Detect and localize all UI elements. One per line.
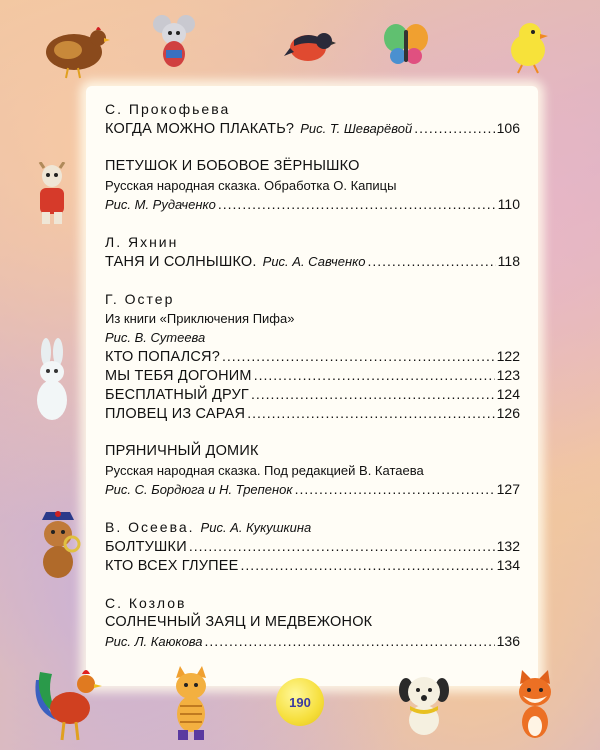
toc-entry[interactable]	[105, 632, 520, 651]
leader-dots	[189, 537, 495, 556]
story-title: ПЕТУШОК И БОБОВОЕ ЗЁРНЫШКО	[105, 158, 360, 174]
author: С. Прокофьева	[105, 101, 231, 117]
subtitle: Русская народная сказка. Обработка О. Капицы	[105, 178, 397, 193]
illustrator: Рис. Л. Каюкова	[105, 634, 203, 649]
story-title: МЫ ТЕБЯ ДОГОНИМ	[105, 368, 252, 384]
leader-dots	[295, 480, 495, 499]
rabbit-illustration	[30, 338, 74, 426]
page-ref: 134	[496, 557, 520, 573]
page-ref: 118	[497, 253, 520, 269]
butterfly-illustration	[382, 22, 430, 66]
toc-section	[105, 100, 520, 138]
page-number: 190	[289, 694, 311, 710]
story-title: КТО ВСЕХ ГЛУПЕЕ	[105, 558, 239, 574]
toc-entry[interactable]	[105, 195, 520, 214]
author: В. Осеева.	[105, 519, 195, 535]
page-ref: 127	[496, 481, 520, 497]
subtitle: Русская народная сказка. Под редакцией В. Катаева	[105, 463, 424, 478]
hen-illustration	[38, 18, 110, 80]
toc-entry[interactable]	[105, 537, 520, 556]
toc-section	[105, 442, 520, 499]
toc-section	[105, 518, 520, 575]
page-ref: 122	[496, 348, 520, 364]
page-number-badge	[276, 678, 324, 726]
story-title: БЕСПЛАТНЫЙ ДРУГ	[105, 387, 249, 403]
illustrator: Рис. А. Савченко	[262, 254, 366, 269]
illustrator: Рис. М. Рудаченко	[105, 197, 216, 212]
toc-section	[105, 290, 520, 423]
story-title: КОГДА МОЖНО ПЛАКАТЬ?	[105, 121, 295, 137]
leader-dots	[205, 632, 495, 651]
toc-entry[interactable]	[105, 480, 520, 499]
page-ref: 136	[496, 633, 520, 649]
story-title: ПЛОВЕЦ ИЗ САРАЯ	[105, 406, 246, 422]
leader-dots	[251, 385, 495, 404]
story-title: КТО ПОПАЛСЯ?	[105, 349, 220, 365]
story-title: БОЛТУШКИ	[105, 539, 187, 555]
page-ref: 126	[496, 405, 520, 421]
author: С. Козлов	[105, 595, 187, 611]
toc-entry[interactable]	[105, 119, 520, 138]
mouse-illustration	[150, 12, 198, 74]
toc-entry[interactable]	[105, 404, 520, 423]
toc-entry[interactable]	[105, 556, 520, 575]
illustrator: Рис. В. Сутеева	[105, 330, 206, 345]
page-ref: 132	[496, 538, 520, 554]
subtitle: Из книги «Приключения Пифа»	[105, 311, 295, 326]
chick-illustration	[502, 18, 554, 74]
toc-section	[105, 233, 520, 271]
leader-dots	[247, 404, 494, 423]
rooster-illustration	[30, 660, 104, 742]
story-title: СОЛНЕЧНЫЙ ЗАЯЦ И МЕДВЕЖОНОК	[105, 614, 373, 630]
author: Г. Остер	[105, 291, 175, 307]
table-of-contents	[105, 100, 520, 670]
page-ref: 106	[496, 120, 520, 136]
puppy-illustration	[396, 670, 452, 740]
leader-dots	[367, 252, 495, 271]
leader-dots	[218, 195, 496, 214]
bullfinch-illustration	[284, 26, 336, 66]
toc-entry[interactable]	[105, 366, 520, 385]
toc-entry[interactable]	[105, 347, 520, 366]
leader-dots	[222, 347, 495, 366]
toc-entry[interactable]	[105, 252, 520, 271]
illustrator: Рис. А. Кукушкина	[200, 520, 312, 535]
page-ref: 123	[496, 367, 520, 383]
page-ref: 110	[497, 196, 520, 212]
goat-illustration	[30, 162, 76, 228]
dog-detective-illustration	[34, 510, 84, 580]
illustrator: Рис. Т. Шеварёвой	[300, 121, 413, 136]
toc-section	[105, 594, 520, 651]
author: Л. Яхнин	[105, 234, 179, 250]
page-ref: 124	[496, 386, 520, 402]
story-title: ПРЯНИЧНЫЙ ДОМИК	[105, 443, 259, 459]
leader-dots	[414, 119, 494, 138]
fox-illustration	[508, 670, 562, 742]
story-title: ТАНЯ И СОЛНЫШКО.	[105, 254, 257, 270]
toc-section	[105, 157, 520, 214]
toc-entry[interactable]	[105, 385, 520, 404]
illustrator: Рис. С. Бордюга и Н. Трепенок	[105, 482, 293, 497]
leader-dots	[241, 556, 495, 575]
cat-illustration	[164, 666, 218, 744]
leader-dots	[254, 366, 495, 385]
